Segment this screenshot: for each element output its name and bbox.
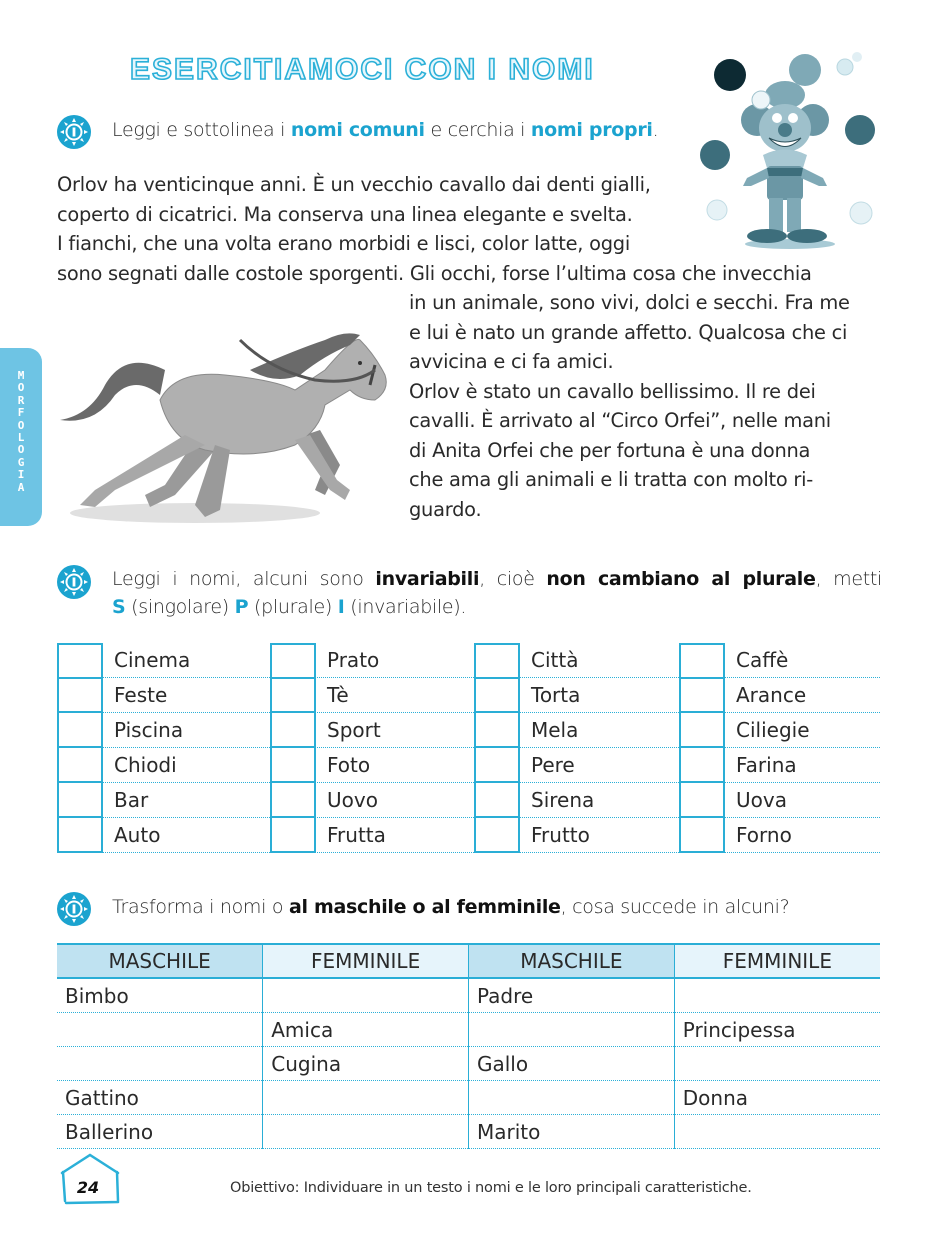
- column-header-maschile: MASCHILE: [469, 944, 675, 978]
- noun-row: [270, 748, 474, 783]
- noun-row: [679, 818, 880, 853]
- noun-row: [474, 818, 679, 853]
- noun-row: [57, 783, 270, 818]
- story-line: guardo.: [409, 497, 482, 521]
- juggling-ball: [700, 140, 730, 170]
- given-word-cell: Gattino: [57, 1081, 263, 1115]
- noun-row: [679, 748, 880, 783]
- noun-label: Forno: [736, 823, 792, 847]
- answer-box[interactable]: [270, 817, 316, 853]
- answer-cell[interactable]: [57, 1047, 263, 1081]
- side-tab-letter: O: [17, 443, 25, 457]
- noun-row: [679, 783, 880, 818]
- instruction-text: , metti: [815, 568, 882, 590]
- given-word-cell: Bimbo: [57, 978, 263, 1013]
- noun-row: [57, 748, 270, 783]
- noun-column: [474, 643, 679, 853]
- side-tab-letter: G: [17, 455, 25, 469]
- noun-row: [474, 748, 679, 783]
- noun-column: [270, 643, 474, 853]
- noun-row: [57, 713, 270, 748]
- exercise2-instruction: [112, 567, 882, 620]
- noun-label: Mela: [531, 718, 579, 742]
- noun-label: Sirena: [531, 788, 595, 812]
- noun-row: [474, 643, 679, 678]
- story-line: di Anita Orfei che per fortuna è una donna: [409, 438, 811, 462]
- side-tab-letter: I: [17, 468, 25, 482]
- horse-illustration: [55, 315, 395, 530]
- noun-label: Auto: [114, 823, 161, 847]
- noun-row: [270, 713, 474, 748]
- noun-label: Frutto: [531, 823, 590, 847]
- instruction-keyword: non cambiano al plurale: [546, 568, 816, 590]
- answer-cell[interactable]: [674, 978, 880, 1013]
- story-line: in un animale, sono vivi, dolci e secchi. Fra me: [409, 291, 850, 314]
- instruction-text: (singolare): [125, 596, 235, 618]
- bubble: [837, 59, 853, 75]
- noun-row: [474, 713, 679, 748]
- noun-label: Chiodi: [114, 753, 177, 777]
- noun-label: Città: [531, 648, 579, 672]
- answer-box[interactable]: [57, 712, 103, 748]
- noun-label: Farina: [736, 753, 797, 777]
- side-tab-letter: O: [17, 418, 25, 432]
- gender-table: [57, 943, 880, 1149]
- answer-cell[interactable]: [263, 978, 469, 1013]
- exercise3-instruction: [112, 895, 789, 920]
- instruction-text: Leggi i nomi, alcuni sono: [112, 568, 376, 590]
- story-line: I fianchi, che una volta erano morbidi e lisci, color latte, oggi: [57, 232, 630, 255]
- juggling-ball: [845, 115, 875, 145]
- answer-cell[interactable]: [469, 1081, 675, 1115]
- legend-letter-i: I: [337, 596, 345, 618]
- legend-letter-s: S: [112, 596, 126, 618]
- answer-box[interactable]: [474, 677, 520, 713]
- instruction-keyword: al maschile o al femminile: [288, 896, 561, 918]
- gender-table-row: [57, 978, 880, 1013]
- given-word-cell: Ballerino: [57, 1115, 263, 1149]
- answer-box[interactable]: [270, 747, 316, 783]
- noun-label: Uovo: [327, 788, 378, 812]
- story-line: avvicina e ci fa amici.: [409, 350, 614, 373]
- gender-table-row: [57, 1081, 880, 1115]
- gender-table-row: [57, 1047, 880, 1081]
- answer-box[interactable]: [679, 712, 725, 748]
- answer-cell[interactable]: [674, 1115, 880, 1149]
- bubble: [850, 202, 872, 224]
- noun-row: [270, 783, 474, 818]
- noun-row: [57, 818, 270, 853]
- answer-box[interactable]: [270, 782, 316, 818]
- given-word-cell: Cugina: [263, 1047, 469, 1081]
- column-header-femminile: FEMMINILE: [674, 944, 880, 978]
- story-line: sono segnati dalle costole sporgenti. Gli occhi, forse l’ultima cosa che invecchia: [57, 261, 812, 285]
- noun-row: [474, 783, 679, 818]
- noun-column: [679, 643, 880, 853]
- instruction-text: (invariabile).: [344, 596, 467, 618]
- story-line: cavalli. È arrivato al “Circo Orfei”, nelle mani: [409, 409, 831, 432]
- answer-box[interactable]: [474, 747, 520, 783]
- story-line: che ama gli animali e li tratta con molto ri-: [409, 468, 813, 491]
- exercise1-instruction: [112, 118, 658, 143]
- answer-box[interactable]: [679, 643, 725, 679]
- story-paragraph-top: [57, 170, 812, 288]
- answer-cell[interactable]: [263, 1081, 469, 1115]
- noun-row: [270, 678, 474, 713]
- answer-box[interactable]: [270, 677, 316, 713]
- story-paragraph-right: [409, 288, 850, 524]
- answer-box[interactable]: [474, 712, 520, 748]
- story-line: e lui è nato un grande affetto. Qualcosa che ci: [409, 320, 848, 344]
- answer-box[interactable]: [57, 817, 103, 853]
- instruction-keyword: invariabili: [375, 568, 480, 590]
- given-word-cell: Padre: [469, 978, 675, 1013]
- instruction-keyword: nomi comuni: [290, 119, 425, 141]
- noun-label: Piscina: [114, 718, 184, 742]
- side-tab-letter: R: [17, 393, 25, 407]
- instruction-text: , cosa succede in alcuni?: [560, 896, 790, 918]
- column-header-maschile: MASCHILE: [57, 944, 263, 978]
- story-line: Orlov è stato un cavallo bellissimo. Il re dei: [409, 379, 816, 403]
- instruction-icon: [57, 892, 91, 926]
- story-line: coperto di cicatrici. Ma conserva una linea elegante e svelta.: [57, 202, 633, 226]
- noun-row: [270, 818, 474, 853]
- noun-label: Sport: [327, 718, 381, 742]
- side-tab-letter: M: [17, 369, 25, 382]
- page-title: ESERCITIAMOCI CON I NOMI: [130, 53, 595, 86]
- objective-text: Obiettivo: Individuare in un testo i nomi e le loro principali caratteristiche.: [230, 1180, 752, 1196]
- noun-label: Cinema: [114, 648, 191, 672]
- bubble: [852, 52, 862, 62]
- noun-label: Bar: [114, 788, 149, 812]
- answer-box[interactable]: [57, 747, 103, 783]
- given-word-cell: Amica: [263, 1013, 469, 1047]
- juggling-ball: [789, 54, 821, 86]
- noun-row: [679, 643, 880, 678]
- answer-box[interactable]: [679, 782, 725, 818]
- answer-box[interactable]: [270, 712, 316, 748]
- gender-table-row: [57, 1115, 880, 1149]
- given-word-cell: Gallo: [469, 1047, 675, 1081]
- noun-label: Prato: [327, 648, 380, 672]
- side-tab-label: [0, 370, 42, 494]
- answer-box[interactable]: [474, 643, 520, 679]
- noun-row: [679, 678, 880, 713]
- answer-box[interactable]: [270, 643, 316, 679]
- instruction-keyword: nomi propri: [530, 119, 653, 141]
- noun-row: [474, 678, 679, 713]
- answer-box[interactable]: [679, 747, 725, 783]
- answer-box[interactable]: [474, 782, 520, 818]
- answer-box[interactable]: [57, 677, 103, 713]
- instruction-icon: [57, 115, 91, 149]
- answer-box[interactable]: [474, 817, 520, 853]
- answer-cell[interactable]: [674, 1047, 880, 1081]
- gender-table-row: [57, 1013, 880, 1047]
- side-tab-letter: F: [17, 406, 25, 420]
- noun-label: Torta: [531, 683, 581, 707]
- noun-label: Arance: [736, 683, 807, 707]
- instruction-text: Trasforma i nomi o: [112, 896, 289, 918]
- column-header-femminile: FEMMINILE: [263, 944, 469, 978]
- noun-column: [57, 643, 270, 853]
- legend-letter-p: P: [234, 596, 249, 618]
- noun-label: Uova: [736, 788, 787, 812]
- instruction-text: e cerchia i: [424, 119, 531, 141]
- side-tab-letter: A: [17, 480, 25, 494]
- page-number: 24: [76, 1178, 100, 1197]
- noun-label: Caffè: [736, 648, 789, 672]
- noun-row: [57, 678, 270, 713]
- answer-cell[interactable]: [57, 1013, 263, 1047]
- noun-label: Feste: [114, 683, 168, 707]
- answer-cell[interactable]: [469, 1013, 675, 1047]
- side-tab-letter: O: [17, 381, 25, 395]
- instruction-text: Leggi e sottolinea i: [112, 119, 291, 141]
- section-side-tab: [0, 348, 42, 526]
- story-line: Orlov ha venticinque anni. È un vecchio cavallo dai denti gialli,: [57, 173, 651, 196]
- given-word-cell: Donna: [674, 1081, 880, 1115]
- noun-row: [679, 713, 880, 748]
- answer-box[interactable]: [679, 677, 725, 713]
- given-word-cell: Marito: [469, 1115, 675, 1149]
- noun-label: Tè: [327, 683, 349, 707]
- instruction-text: , cioè: [479, 568, 547, 590]
- noun-label: Foto: [327, 753, 371, 777]
- answer-box[interactable]: [57, 643, 103, 679]
- answer-box[interactable]: [57, 782, 103, 818]
- instruction-text: (plurale): [248, 596, 338, 618]
- noun-label: Pere: [531, 753, 575, 777]
- instruction-icon: [57, 565, 91, 599]
- instruction-text: .: [652, 119, 659, 141]
- given-word-cell: Principessa: [674, 1013, 880, 1047]
- answer-box[interactable]: [679, 817, 725, 853]
- noun-row: [57, 643, 270, 678]
- side-tab-letter: L: [17, 431, 25, 445]
- noun-label: Frutta: [327, 823, 386, 847]
- noun-row: [270, 643, 474, 678]
- gender-table-header: [57, 944, 880, 978]
- juggling-ball: [714, 59, 746, 91]
- noun-label: Ciliegie: [736, 718, 810, 742]
- answer-cell[interactable]: [263, 1115, 469, 1149]
